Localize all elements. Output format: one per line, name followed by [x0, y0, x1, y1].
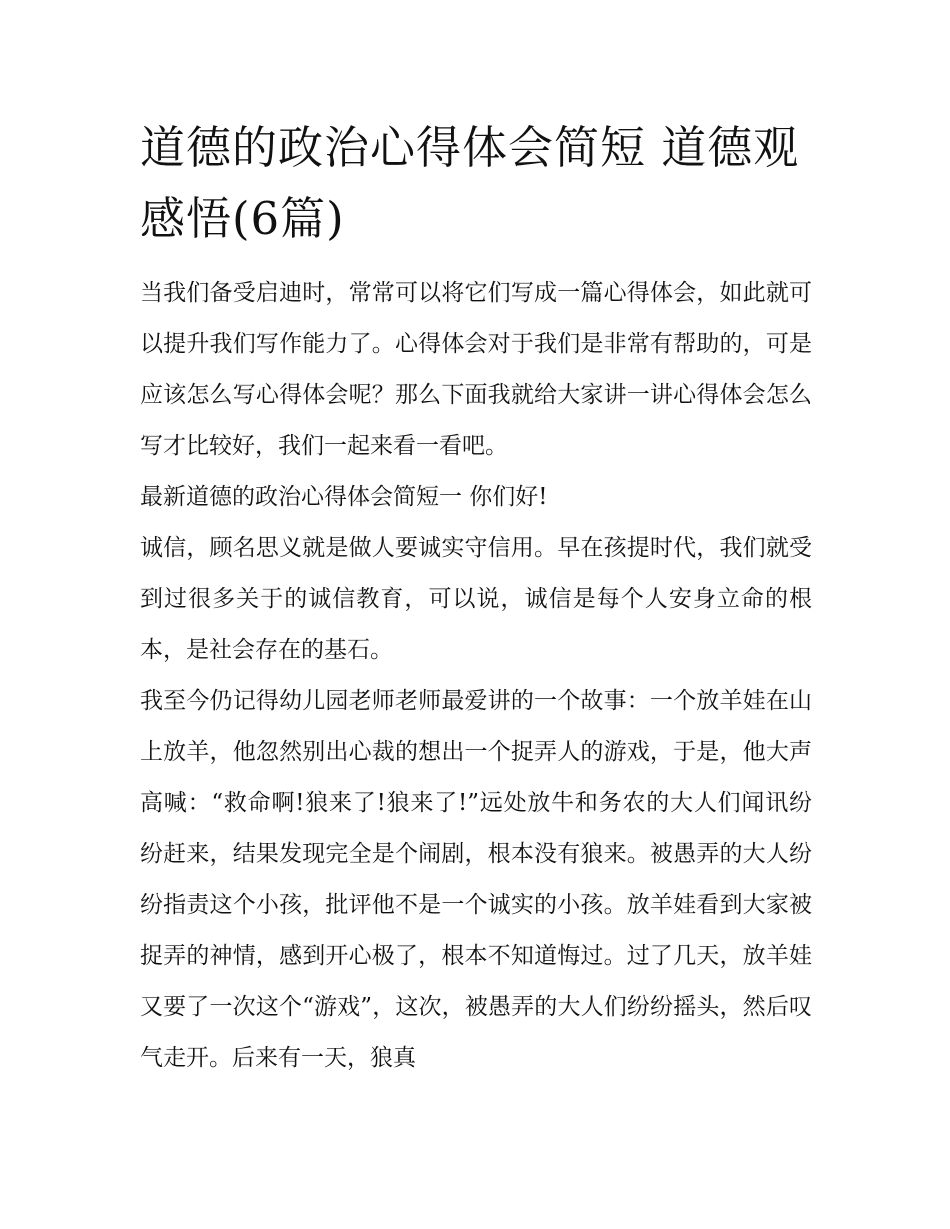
body-paragraph: 诚信，顾名思义就是做人要诚实守信用。早在孩提时代，我们就受到过很多关于的诚信教育，可以说，诚信是每个人安身立命的根本，是社会存在的基石。	[140, 535, 812, 663]
section-heading-paragraph: 最新道德的政治心得体会简短一 你们好!	[140, 484, 548, 510]
document-title: 道德的政治心得体会简短 道德观感悟(6篇)	[140, 121, 800, 245]
intro-paragraph: 当我们备受启迪时，常常可以将它们写成一篇心得体会，如此就可以提升我们写作能力了。心得体会对于我们是非常有帮助的，可是应该怎么写心得体会呢？那么下面我就给大家讲一讲心得体会怎么写才比较好，我们一起来看一看吧。	[140, 280, 812, 459]
document-body	[140, 112, 812, 1084]
body-paragraph: 我至今仍记得幼儿园老师老师最爱讲的一个故事：一个放羊娃在山上放羊，他忽然别出心裁的想出一个捉弄人的游戏，于是，他大声高喊：“救命啊!狼来了!狼来了!”远处放牛和务农的大人们闻讯纷纷赶来，结果发现完全是个闹剧，根本没有狼来。被愚弄的大人纷纷指责这个小孩，批评他不是一个诚实的小孩。放羊娃看到大家被捉弄的神情，感到开心极了，根本不知道悔过。过了几天，放羊娃又要了一次这个“游戏”，这次，被愚弄的大人们纷纷摇头，然后叹气走开。后来有一天，狼真	[140, 688, 812, 1071]
